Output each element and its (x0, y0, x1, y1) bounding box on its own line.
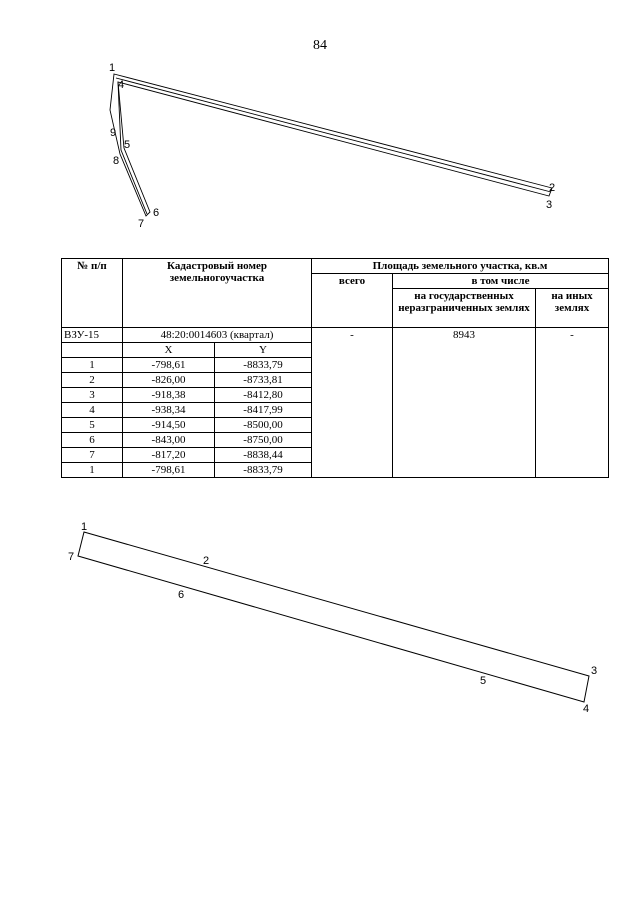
header-area: Площадь земельного участка, кв.м (312, 259, 609, 274)
point-x: -817,20 (123, 448, 215, 463)
plan-bottom-label-4: 4 (583, 703, 590, 715)
point-number: 5 (62, 418, 123, 433)
plan-bottom-label-2: 2 (203, 555, 210, 567)
plan-top-label-4: 4 (118, 79, 125, 91)
header-num: № п/п (62, 259, 123, 328)
point-number: 7 (62, 448, 123, 463)
header-state-lands: на государственных неразграниченных землях (393, 289, 536, 328)
cadastral-table (61, 258, 609, 478)
plan-bottom-label-5: 5 (480, 675, 487, 687)
plan-bottom-label-3: 3 (591, 665, 598, 677)
point-y: -8750,00 (215, 433, 312, 448)
plan-bottom-label-1: 1 (81, 521, 88, 533)
plan-top-label-1: 1 (109, 62, 116, 74)
point-y: -8733,81 (215, 373, 312, 388)
point-y: -8833,79 (215, 358, 312, 373)
header-total: всего (312, 274, 393, 328)
header-including: в том числе (393, 274, 609, 289)
point-y: -8417,99 (215, 403, 312, 418)
point-x: -914,50 (123, 418, 215, 433)
point-x: -798,61 (123, 463, 215, 478)
point-number: 1 (62, 358, 123, 373)
plan-top-label-6: 6 (153, 207, 160, 219)
coord-header-blank (62, 343, 123, 358)
plan-top-outline-outer (110, 74, 552, 216)
parcel-cadastral-number: 48:20:0014603 (квартал) (123, 328, 312, 343)
plan-bottom-outline (78, 532, 589, 702)
header-other-lands: на иных землях (536, 289, 609, 328)
plan-top-label-7: 7 (138, 218, 145, 230)
parcel-area-total: - (312, 328, 393, 478)
parcel-area-state: 8943 (393, 328, 536, 478)
point-y: -8833,79 (215, 463, 312, 478)
header-cadastral: Кадастровый номер земельногоучастка (123, 259, 312, 328)
point-number: 6 (62, 433, 123, 448)
plan-top-label-8: 8 (113, 155, 120, 167)
point-x: -918,38 (123, 388, 215, 403)
coord-header-x: X (123, 343, 215, 358)
plan-top-label-9: 9 (110, 127, 117, 139)
plan-top-label-2: 2 (549, 182, 556, 194)
point-number: 2 (62, 373, 123, 388)
point-y: -8412,80 (215, 388, 312, 403)
coord-header-y: Y (215, 343, 312, 358)
point-number: 1 (62, 463, 123, 478)
plan-bottom-label-6: 6 (178, 589, 185, 601)
point-y: -8500,00 (215, 418, 312, 433)
point-y: -8838,44 (215, 448, 312, 463)
parcel-id: ВЗУ-15 (62, 328, 123, 343)
plan-top-label-5: 5 (124, 139, 131, 151)
point-x: -826,00 (123, 373, 215, 388)
plan-top-label-3: 3 (546, 199, 553, 211)
point-number: 3 (62, 388, 123, 403)
point-x: -938,34 (123, 403, 215, 418)
point-x: -798,61 (123, 358, 215, 373)
page-number: 84 (313, 38, 327, 53)
parcel-plan-top (0, 0, 640, 240)
parcel-area-other: - (536, 328, 609, 478)
point-x: -843,00 (123, 433, 215, 448)
plan-bottom-label-7: 7 (68, 551, 75, 563)
point-number: 4 (62, 403, 123, 418)
